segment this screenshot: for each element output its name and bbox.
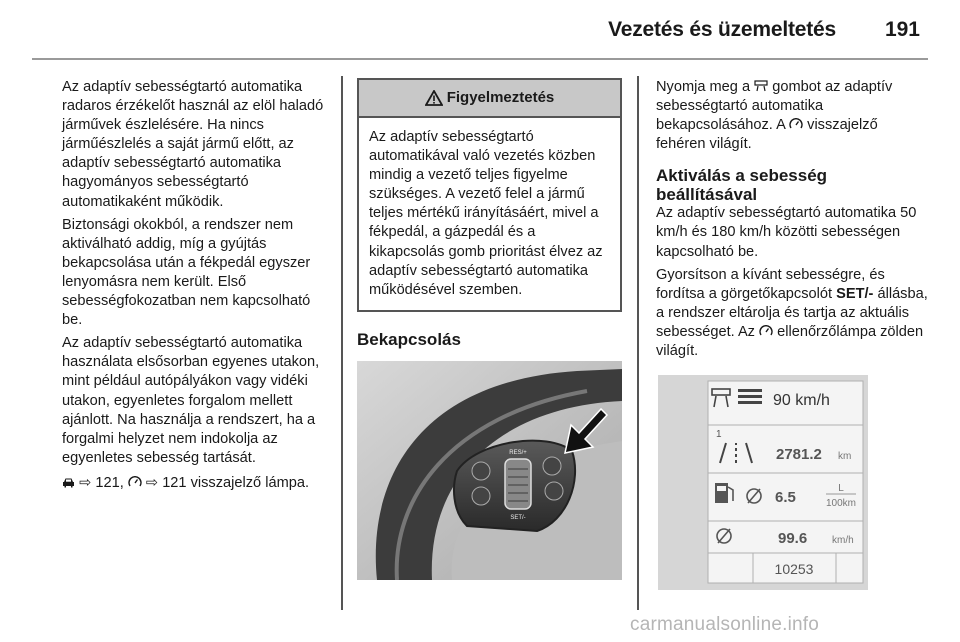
- display-consumption: 6.5: [775, 489, 796, 507]
- warning-header: [359, 80, 620, 118]
- column-middle: [357, 78, 623, 580]
- paragraph-safety: Biztonsági okokból, a rendszer nem aktiválható addig, míg a gyújtás bekapcsolása után a fékpedál egyszer lenyomásra nem került. Első sebességfokozatban nem kapcsolható be.: [62, 216, 311, 329]
- instrument-display-illustration: [658, 375, 868, 590]
- section-title-activation: Bekapcsolás: [357, 329, 461, 349]
- warning-title: Figyelmeztetés: [446, 89, 555, 107]
- display-average-speed: 99.6: [778, 530, 808, 548]
- display-average-speed-unit: km/h: [832, 535, 854, 547]
- section-title-activation-speed: Aktiválás a sebesség beállításával: [656, 166, 828, 205]
- paragraph-usage: Az adaptív sebességtartó automatika használata elsősorban egyenes utakon, mint például autópályákon vagy vidéki utakon, egyenletes forgalom mellett ajánlott. Na használja a rendszert, ha a forgalmi helyzet nem indokolja az egyenletes sebesség tartását.: [62, 335, 320, 466]
- footer-watermark: carmanualsonline.info: [630, 614, 820, 635]
- wheel-button-distance-up: [472, 462, 490, 480]
- column-right: [656, 78, 928, 590]
- warning-text: Az adaptív sebességtartó automatikával való vezetés közben mindig a vezető teljes figyelme szükséges. A vezető felel a jármű teljes mértékű irányításáért, mivel a fékpedál, a gázpedál és a kikapcsolás gomb prioritást élvez az adaptív sebességtartó automatika működésével szemben.: [369, 129, 603, 298]
- paragraph-references: [62, 474, 334, 493]
- column-divider-1: [341, 76, 343, 610]
- wheel-label-set: SET/-: [510, 514, 526, 521]
- wheel-button-cancel: [545, 482, 563, 500]
- display-distance: 2781.2: [776, 446, 822, 464]
- page-ref-arrow-icon: ⇨: [79, 474, 92, 491]
- steering-wheel-illustration: [357, 361, 622, 580]
- paragraph-set-speed: Gyorsítson a kívánt sebességre, és fordítsa a görgetőkapcsolót SET/- állásba, a rendszer eltárolja és tartja az aktuális sebességet. Az ellenőrzőlámpa zölden világít.: [656, 266, 928, 360]
- display-odometer: 10253: [774, 561, 814, 578]
- paragraph-intro: Az adaptív sebességtartó automatika radaros érzékelőt használ az elöl haladó járművek észlelésére. Ha nincs járműészlelés a saját jármű előtt, az adaptív sebességtartó automatika hagyományos sebességtartó automatikaként működik.: [62, 79, 324, 210]
- reference-2: 121 visszajelző lámpa.: [162, 474, 310, 491]
- display-consumption-unit-top: L: [838, 483, 844, 495]
- page-header-title: Vezetés és üzemeltetés: [608, 18, 836, 41]
- display-speed: 90 km/h: [773, 392, 830, 410]
- adaptive-cruise-icon: [754, 80, 768, 92]
- wheel-label-res: RES/+: [509, 449, 527, 456]
- wheel-button-distance-down: [472, 487, 490, 505]
- column-left: [62, 78, 334, 497]
- set-label: SET/-: [836, 285, 874, 302]
- column-divider-2: [637, 76, 639, 610]
- display-distance-unit: km: [838, 451, 852, 463]
- wheel-button-cruise-on: [543, 457, 561, 475]
- reference-1: 121,: [95, 474, 124, 491]
- display-consumption-unit-bottom: 100km: [825, 498, 857, 510]
- page-number: 191: [884, 18, 920, 41]
- cruise-control-icon: [789, 118, 803, 130]
- car-icon: [62, 477, 75, 488]
- warning-triangle-icon: [425, 90, 443, 106]
- display-gear-indicator: 1: [716, 429, 722, 441]
- paragraph-press-button: Nyomja meg a gombot az adaptív sebességtartó automatika bekapcsolásához. A visszajelző fehéren világít.: [656, 79, 893, 153]
- following-distance-icon: [738, 389, 762, 404]
- cruise-control-icon: [128, 476, 142, 488]
- warning-box: [357, 78, 622, 312]
- header-divider: [32, 58, 928, 60]
- cruise-control-icon: [759, 325, 773, 337]
- paragraph-speed-range: Az adaptív sebességtartó automatika 50 km/h és 180 km/h közötti sebességen kapcsolható be.: [656, 205, 917, 260]
- page-ref-arrow-icon: ⇨: [145, 474, 159, 491]
